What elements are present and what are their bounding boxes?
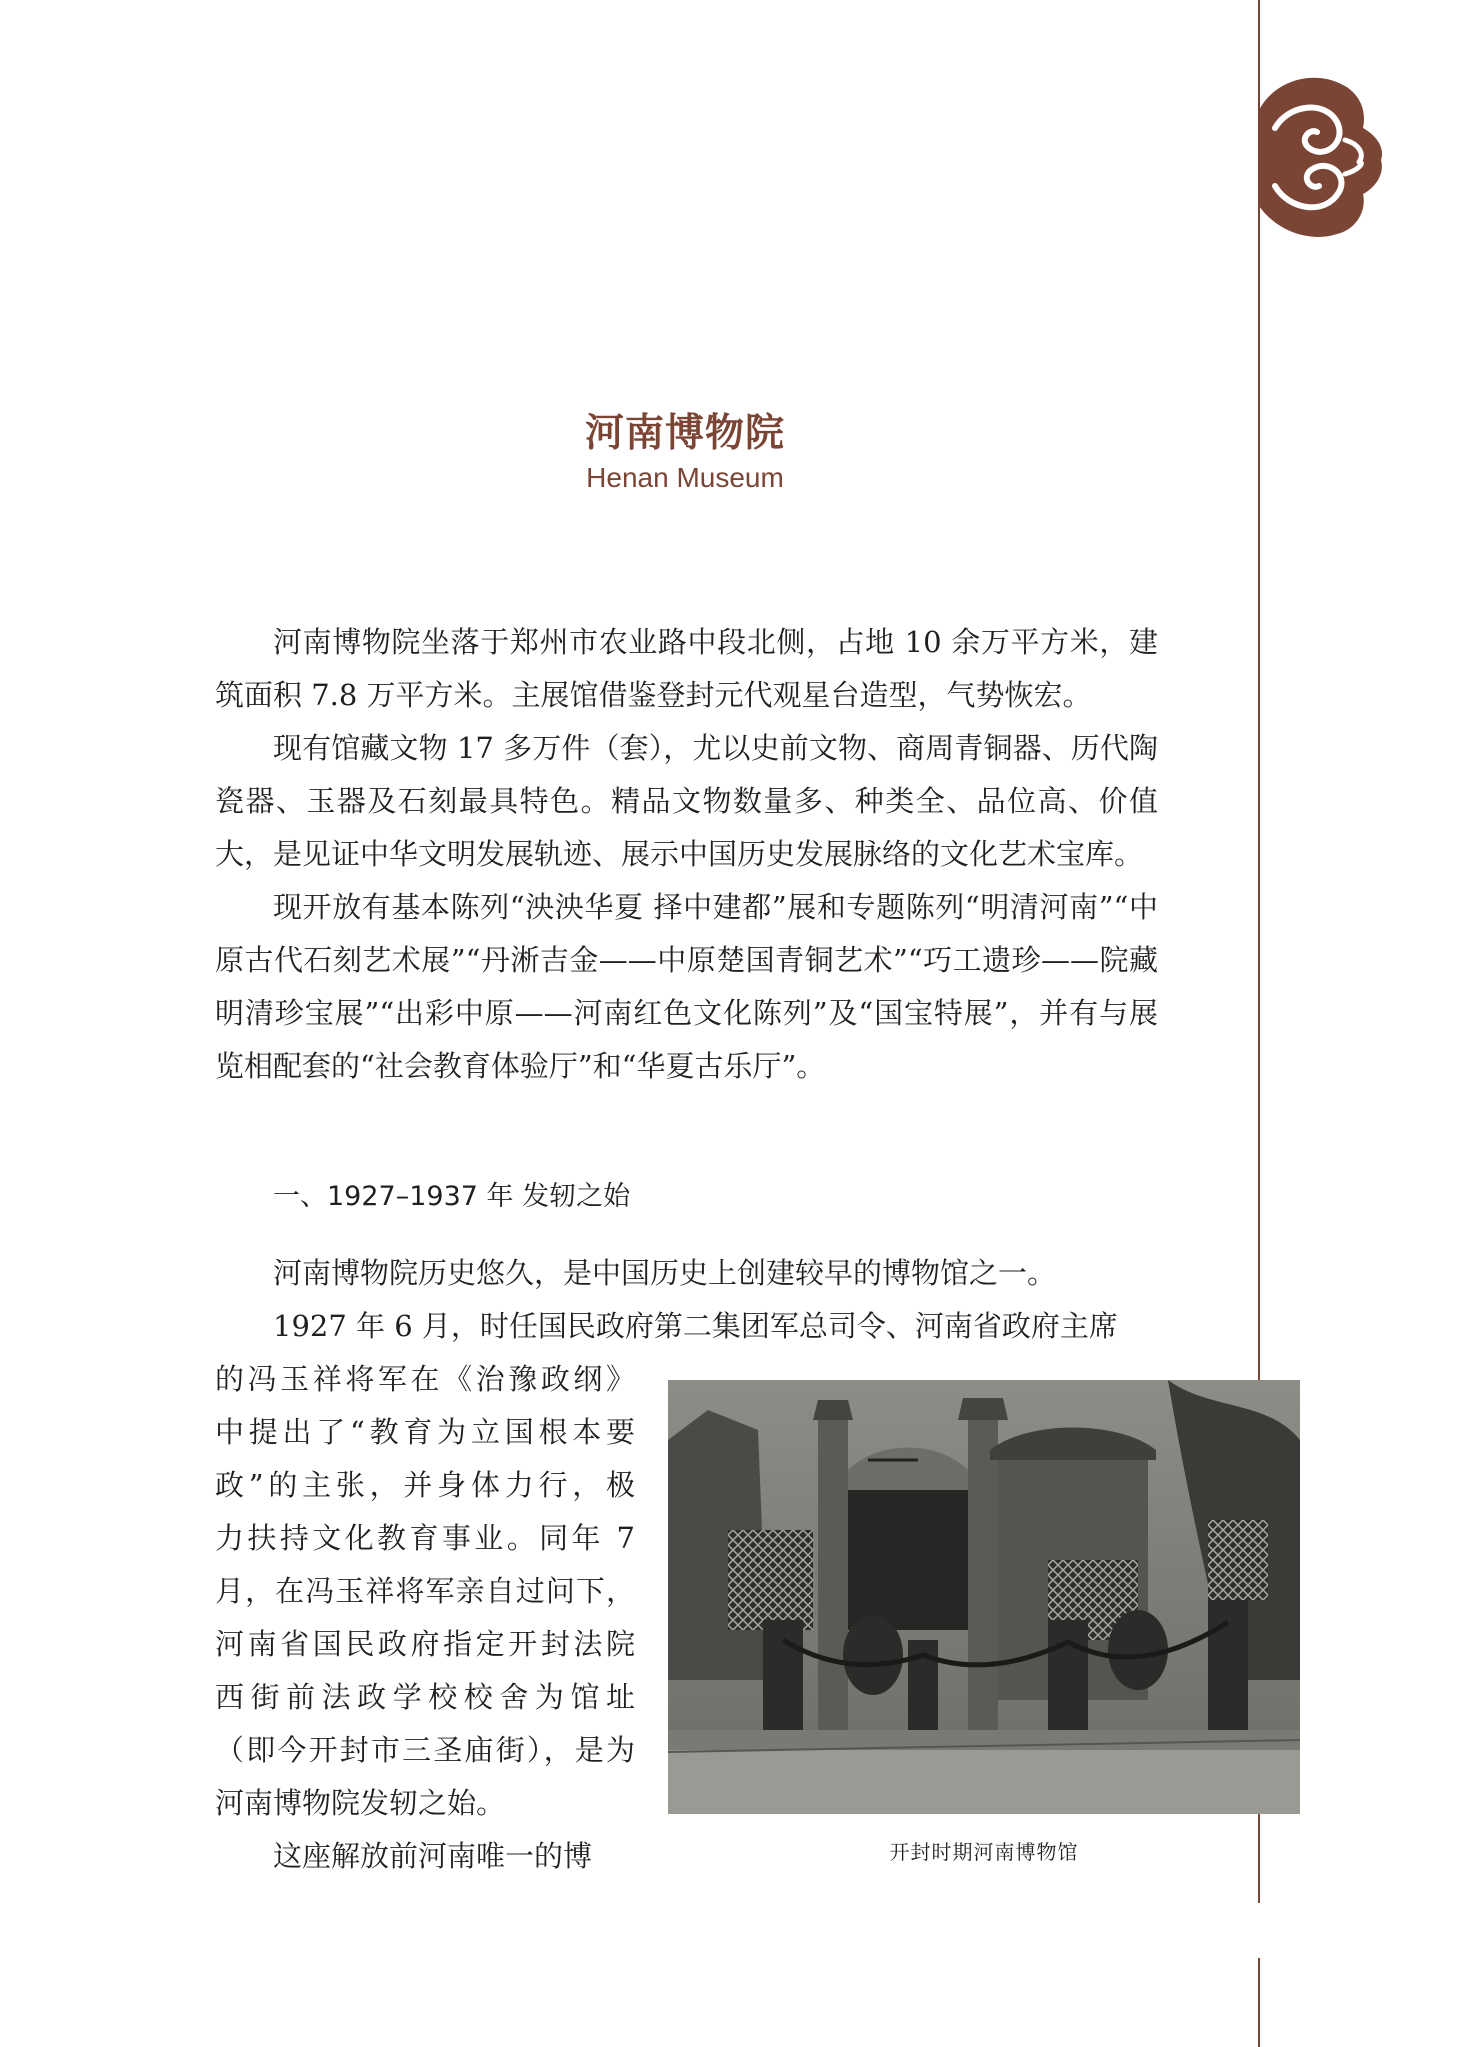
paragraph: 河南博物院坐落于郑州市农业路中段北侧，占地 10 余万平方米，建筑面积 7.8 万平方米。主展馆借鉴登封元代观星台造型，气势恢宏。	[215, 625, 1158, 712]
text-line: 的冯玉祥将军在《治豫政纲》	[215, 1362, 635, 1396]
photo-caption: 开封时期河南博物馆	[889, 1840, 1079, 1864]
page-subtitle: Henan Museum	[586, 462, 784, 493]
text-line: 力扶持文化教育事业。同年 7	[215, 1521, 635, 1555]
text-line: 西街前法政学校校舍为馆址	[215, 1680, 635, 1714]
wrapped-paragraph	[215, 1353, 635, 1883]
text-line: 中提出了“教育为立国根本要	[215, 1415, 635, 1449]
paragraph: 现有馆藏文物 17 多万件（套），尤以史前文物、商周青铜器、历代陶瓷器、玉器及石刻最具特色。精品文物数量多、种类全、品位高、价值大，是见证中华文明发展轨迹、展示中国历史发展脉络的文化艺术宝库。	[215, 731, 1158, 871]
paragraph: 1927 年 6 月，时任国民政府第二集团军总司令、河南省政府主席	[273, 1309, 1118, 1343]
historic-museum-photo	[668, 1380, 1300, 1814]
text-line: 这座解放前河南唯一的博	[273, 1839, 593, 1873]
section-intro	[215, 1247, 1158, 1353]
page-title: 河南博物院	[584, 411, 785, 456]
text-line: 河南省国民政府指定开封法院	[215, 1627, 635, 1661]
body-text	[215, 616, 1158, 1093]
cloud-ornament-icon	[1255, 70, 1383, 244]
paragraph: 现开放有基本陈列“泱泱华夏 择中建都”展和专题陈列“明清河南”“中原古代石刻艺术展”“丹淅吉金——中原楚国青铜艺术”“巧工遗珍——院藏明清珍宝展”“出彩中原——河南红色文化陈列”及“国宝特展”，并有与展览相配套的“社会教育体验厅”和“华夏古乐厅”。	[215, 890, 1158, 1083]
paragraph: 河南博物院历史悠久，是中国历史上创建较早的博物馆之一。	[273, 1256, 1057, 1290]
text-line: 月，在冯玉祥将军亲自过问下，	[215, 1574, 635, 1608]
text-line: （即今开封市三圣庙街），是为	[215, 1733, 635, 1767]
text-line: 河南博物院发轫之始。	[215, 1786, 506, 1820]
text-line: 政”的主张，并身体力行，极	[215, 1468, 635, 1502]
page-edge-rule-lower	[1258, 1958, 1260, 2047]
section-heading: 一、1927–1937 年 发轫之始	[273, 1181, 631, 1212]
